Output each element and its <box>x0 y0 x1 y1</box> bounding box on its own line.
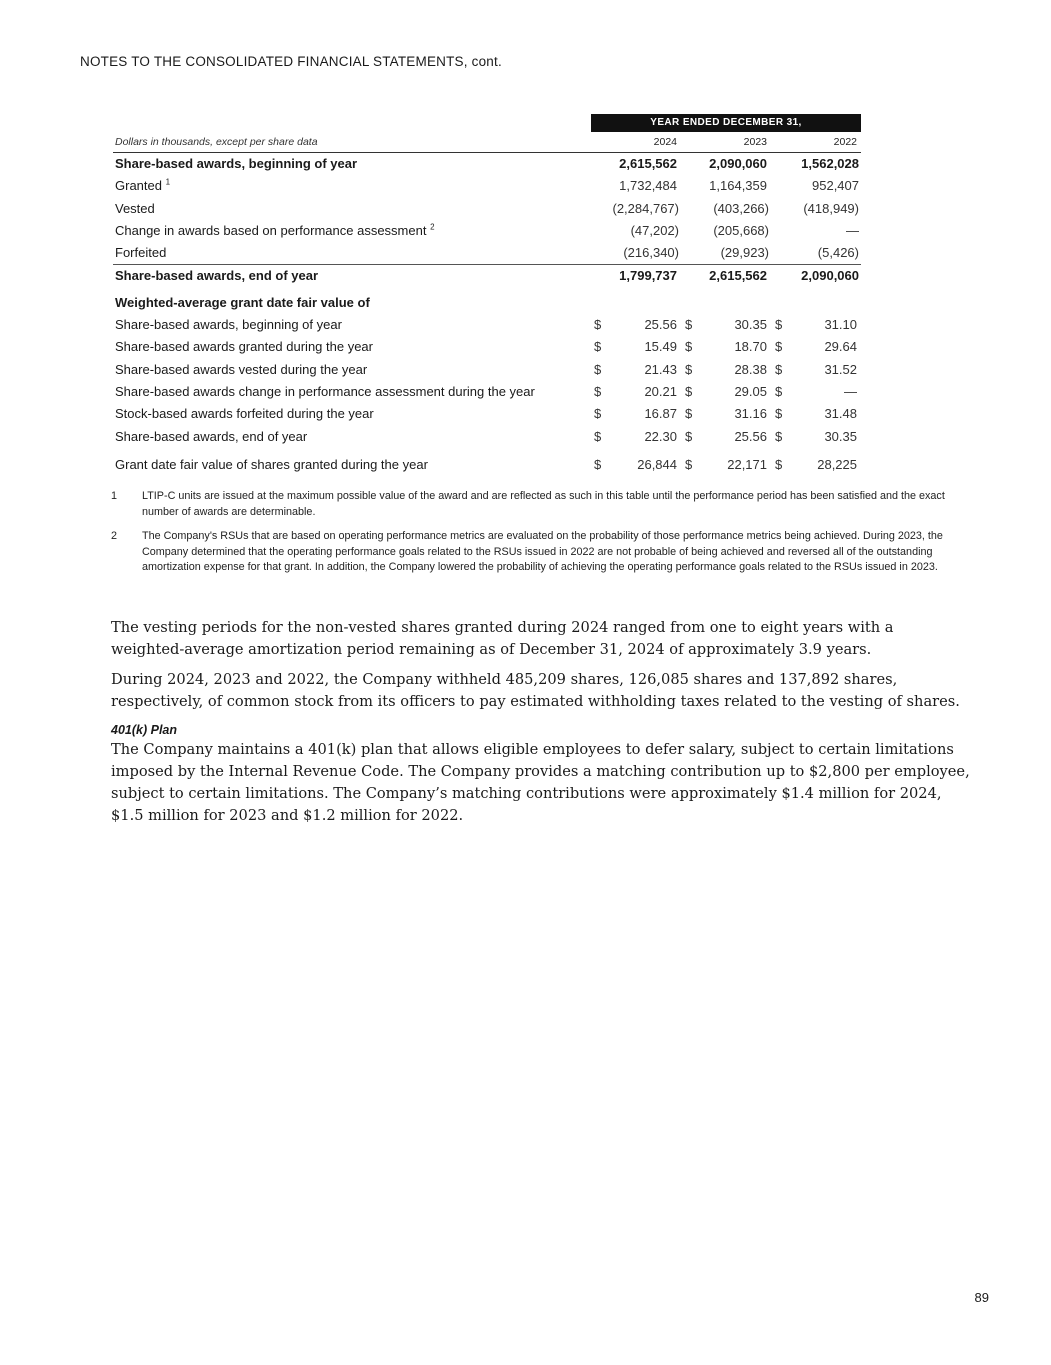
cell-2023: 22,171 <box>727 456 767 472</box>
cell-2023: (29,923) <box>720 245 769 261</box>
cell-2023: 2,615,562 <box>709 268 767 284</box>
cell-2022: — <box>844 383 857 399</box>
cell-2024: 20.21 <box>644 383 677 399</box>
currency-symbol: $ <box>594 317 602 333</box>
row-label: Share-based awards, beginning of year <box>115 156 358 171</box>
cell-2022: 31.10 <box>824 317 857 333</box>
footnote-text: LTIP-C units are issued at the maximum possible value of the award and are reflected as such in this table until the performance period has been satisfied and the exact number of awards are determinable. <box>142 490 945 518</box>
currency-symbol: $ <box>775 317 783 333</box>
cell-2022: 28,225 <box>817 456 857 472</box>
cell-2023: 29.05 <box>734 383 767 399</box>
row-label: Change in awards based on performance assessment $^2$ <box>115 222 435 238</box>
table-caption: Dollars in thousands, except per share data <box>115 136 318 148</box>
footnote-ref: 2 <box>430 222 435 232</box>
cell-2023: 25.56 <box>734 428 767 444</box>
row-label: Share-based awards vested during the year <box>115 361 368 377</box>
row-label: Share-based awards change in performance assessment during the year <box>115 383 535 399</box>
row-label: Grant date fair value of shares granted during the year <box>115 456 428 472</box>
cell-2024: 26,844 <box>637 456 677 472</box>
year-banner: YEAR ENDED DECEMBER 31, <box>591 114 861 132</box>
row-label: Forfeited <box>115 245 167 261</box>
plan-heading: 401(k) Plan <box>111 723 178 737</box>
cell-2022: 29.64 <box>824 339 857 355</box>
footnote <box>111 529 961 576</box>
year-2022: 2022 <box>833 136 857 148</box>
table-row <box>113 153 861 175</box>
cell-2024: 22.30 <box>644 428 677 444</box>
cell-2023: 28.38 <box>734 361 767 377</box>
table-row <box>113 336 861 358</box>
currency-symbol: $ <box>685 383 693 399</box>
body-text <box>111 617 971 835</box>
row-label: Share-based awards, end of year <box>115 428 308 444</box>
cell-2024: 25.56 <box>644 317 677 333</box>
footnotes <box>111 489 961 585</box>
currency-symbol: $ <box>775 361 783 377</box>
footnote-ref: 1 <box>165 177 171 187</box>
cell-2022: (5,426) <box>817 245 859 261</box>
cell-2023: (403,266) <box>713 200 769 216</box>
table-row <box>113 314 861 336</box>
cell-2023: 31.16 <box>734 406 767 422</box>
currency-symbol: $ <box>775 406 783 422</box>
row-label: Share-based awards, end of year <box>115 268 319 284</box>
cell-2023: 1,164,359 <box>709 178 767 194</box>
cell-2022: 2,090,060 <box>801 268 859 284</box>
currency-symbol: $ <box>685 428 693 444</box>
currency-symbol: $ <box>594 361 602 377</box>
currency-symbol: $ <box>685 339 693 355</box>
cell-2024: 2,615,562 <box>619 156 677 171</box>
table-row <box>113 198 861 220</box>
share-awards-table <box>113 114 861 476</box>
row-label: Vested <box>115 200 155 216</box>
cell-2022: 30.35 <box>824 428 857 444</box>
paragraph: During 2024, 2023 and 2022, the Company withheld 485,209 shares, 126,085 shares and 137,892 shares, respectively, of common stock from its officers to pay estimated withholding taxes related to the vesting of shares. <box>111 671 960 710</box>
footnote-text: The Company's RSUs that are based on operating performance metrics are evaluated on the probability of those performance metrics being achieved. During 2023, the Company determined that the operating performance goals related to the RSUs issued in 2022 are not probable of being achieved and reversed all of the outstanding amortization expense for that grant. In addition, the Company lowered the probability of achieving the operating performance goals related to the RSUs issued in 2023. <box>142 530 943 573</box>
currency-symbol: $ <box>775 383 783 399</box>
currency-symbol: $ <box>594 406 602 422</box>
table-row <box>113 264 861 287</box>
row-label: Granted $^1$ <box>115 177 171 194</box>
currency-symbol: $ <box>594 456 602 472</box>
cell-2024: 15.49 <box>644 339 677 355</box>
cell-2022: (418,949) <box>803 200 859 216</box>
cell-2024: (47,202) <box>630 222 679 238</box>
row-label: Share-based awards granted during the year <box>115 339 373 355</box>
currency-symbol: $ <box>594 383 602 399</box>
table-row <box>113 175 861 197</box>
cell-2024: 16.87 <box>644 406 677 422</box>
table-row <box>113 359 861 381</box>
cell-2024: (2,284,767) <box>612 200 679 216</box>
cell-2023: (205,668) <box>713 222 769 238</box>
footnote-number: 1 <box>111 490 118 502</box>
table-row <box>113 454 861 476</box>
table-row <box>113 426 861 448</box>
cell-2024: (216,340) <box>623 245 679 261</box>
cell-2022: 952,407 <box>812 178 859 194</box>
currency-symbol: $ <box>594 339 602 355</box>
currency-symbol: $ <box>685 361 693 377</box>
table-row <box>113 220 861 242</box>
currency-symbol: $ <box>594 428 602 444</box>
table-header-row <box>113 132 861 153</box>
currency-symbol: $ <box>775 456 783 472</box>
cell-2023: 30.35 <box>734 317 767 333</box>
paragraph: The vesting periods for the non-vested shares granted during 2024 ranged from one to eight years with a weighted-average amortization period remaining as of December 31, 2024 of approximately 3.9 years. <box>111 619 894 658</box>
wavg-heading-row <box>113 292 861 314</box>
row-label: Share-based awards, beginning of year <box>115 317 342 333</box>
row-label: Stock-based awards forfeited during the year <box>115 406 374 422</box>
cell-2023: 18.70 <box>734 339 767 355</box>
cell-2023: 2,090,060 <box>709 156 767 171</box>
cell-2024: 21.43 <box>644 361 677 377</box>
cell-2022: 31.52 <box>824 361 857 377</box>
running-header: NOTES TO THE CONSOLIDATED FINANCIAL STATEMENTS, cont. <box>80 54 502 69</box>
paragraph: The Company maintains a 401(k) plan that allows eligible employees to defer salary, subject to certain limitations imposed by the Internal Revenue Code. The Company provides a matching contribution up to $2,800 per employee, subject to certain limitations. The Company’s matching contributions were approximately $1.4 million for 2024, $1.5 million for 2023 and $1.2 million for 2022. <box>111 741 970 824</box>
currency-symbol: $ <box>775 339 783 355</box>
currency-symbol: $ <box>685 456 693 472</box>
table-row <box>113 381 861 403</box>
cell-2022: 1,562,028 <box>801 156 859 171</box>
footnote-number: 2 <box>111 530 118 542</box>
footnote <box>111 489 961 520</box>
page-number: 89 <box>974 1290 989 1305</box>
year-2024: 2024 <box>653 136 677 148</box>
cell-2024: 1,732,484 <box>619 178 677 194</box>
table-row <box>113 403 861 425</box>
cell-2022: — <box>846 222 859 238</box>
cell-2024: 1,799,737 <box>619 268 677 284</box>
currency-symbol: $ <box>775 428 783 444</box>
year-2023: 2023 <box>743 136 767 148</box>
currency-symbol: $ <box>685 317 693 333</box>
table-row <box>113 242 861 264</box>
wavg-heading: Weighted-average grant date fair value of <box>115 294 370 310</box>
currency-symbol: $ <box>685 406 693 422</box>
cell-2022: 31.48 <box>824 406 857 422</box>
